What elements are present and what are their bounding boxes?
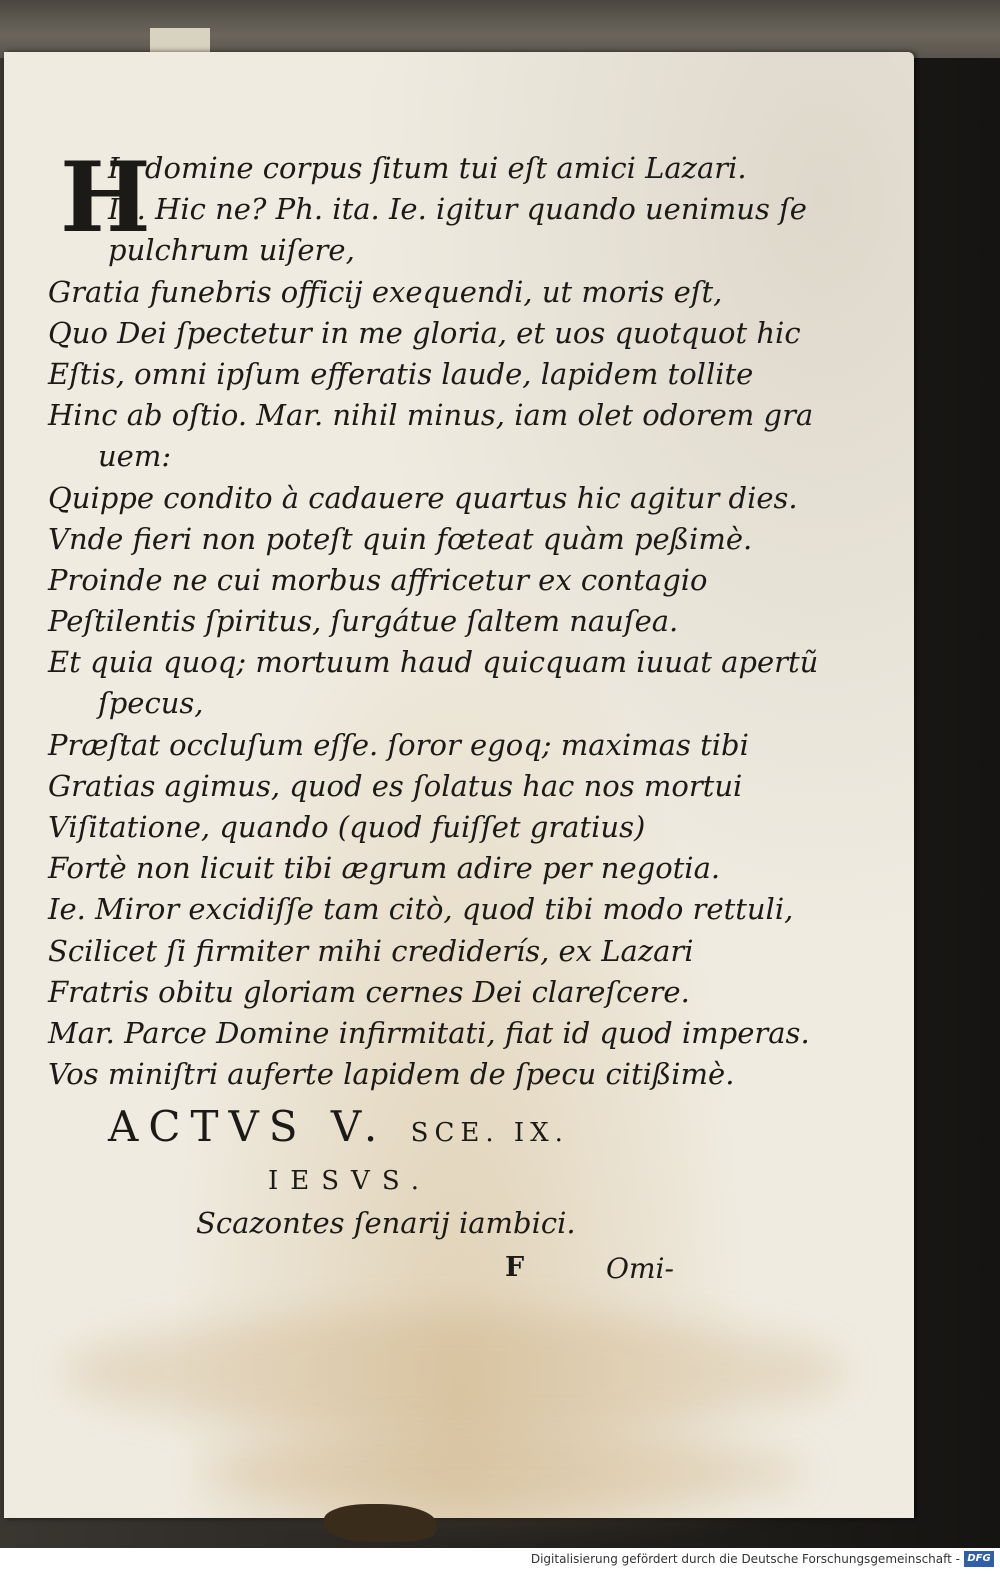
text-line: Gratias agimus, quod es ſolatus hac nos mortui [48, 768, 743, 803]
text-line: Mar. Parce Domine infirmitati, fiat id quod imperas. [48, 1015, 810, 1050]
text-line: pulchrum uiſere, [108, 233, 355, 268]
drop-cap: H [60, 141, 151, 254]
footer-credit: Digitalisierung gefördert durch die Deutsche Forschungsgemeinschaft - [530, 1552, 960, 1566]
text-line: Scilicet ſi firmiter mihi crediderís, ex Lazari [48, 933, 694, 968]
water-stain [64, 1312, 844, 1432]
text-line: Quippe condito à cadauere quartus hic agitur dies. [48, 480, 798, 515]
text-line: Vnde fieri non poteſt quin fœteat quàm peßimè. [48, 521, 753, 556]
text-line: Gratia funebris officij exequendi, ut moris eſt, [48, 274, 723, 309]
act-number: ACTVS V. [108, 1102, 388, 1151]
text-line: Fratris obitu gloriam cernes Dei clareſcere. [48, 974, 690, 1009]
text-line: Fortè non licuit tibi ægrum adire per negotia. [48, 851, 721, 886]
water-stain [204, 1432, 804, 1512]
text-line: Eſtis, omni ipſum efferatis laude, lapidem tollite [48, 356, 754, 391]
text-line: Viſitatione, quando (quod fuiſſet gratius) [48, 810, 646, 844]
text-line: Ie. Hic ne? Ph. ita. Ie. igitur quando uenimus ſe [108, 192, 807, 227]
text-line: Hinc ab oſtio. Mar. nihil minus, iam olet odorem gra [48, 398, 814, 433]
text-line: uem: [98, 439, 172, 474]
text-line: Ic domine corpus ſitum tui eſt amici Lazari. [108, 151, 747, 185]
text-line: Peſtilentis ſpiritus, ſurgátue ſaltem nauſea. [48, 604, 679, 639]
signature-mark: F [505, 1252, 525, 1283]
top-edge-strip [0, 0, 1000, 58]
text-line: Et quia quoq; mortuum haud quicquam iuuat apertũ [48, 645, 819, 680]
metre-note: Scazontes ſenarij iambici. [196, 1206, 576, 1240]
verse-text [48, 141, 819, 1095]
dfg-logo-icon: DFG [964, 1551, 994, 1567]
text-line: Ie. Miror excidiſſe tam citò, quod tibi modo rettuli, [48, 892, 794, 927]
ink-blot [324, 1504, 436, 1542]
text-line: Proinde ne cui morbus affricetur ex contagio [48, 562, 708, 597]
text-line: Præſtat occluſum eſſe. ſoror egoq; maximas tibi [48, 727, 749, 762]
text-line: Quo Dei ſpectetur in me gloria, et uos quotquot hic [48, 315, 801, 350]
catchword: Omi- [606, 1252, 674, 1285]
text-line: ſpecus, [98, 686, 204, 721]
act-heading [108, 1102, 668, 1151]
text-line: Vos miniſtri auferte lapidem de ſpecu citißimè. [48, 1057, 735, 1092]
scene-number: SCE. IX. [410, 1118, 569, 1148]
speaker-name: IESVS. [268, 1166, 431, 1196]
